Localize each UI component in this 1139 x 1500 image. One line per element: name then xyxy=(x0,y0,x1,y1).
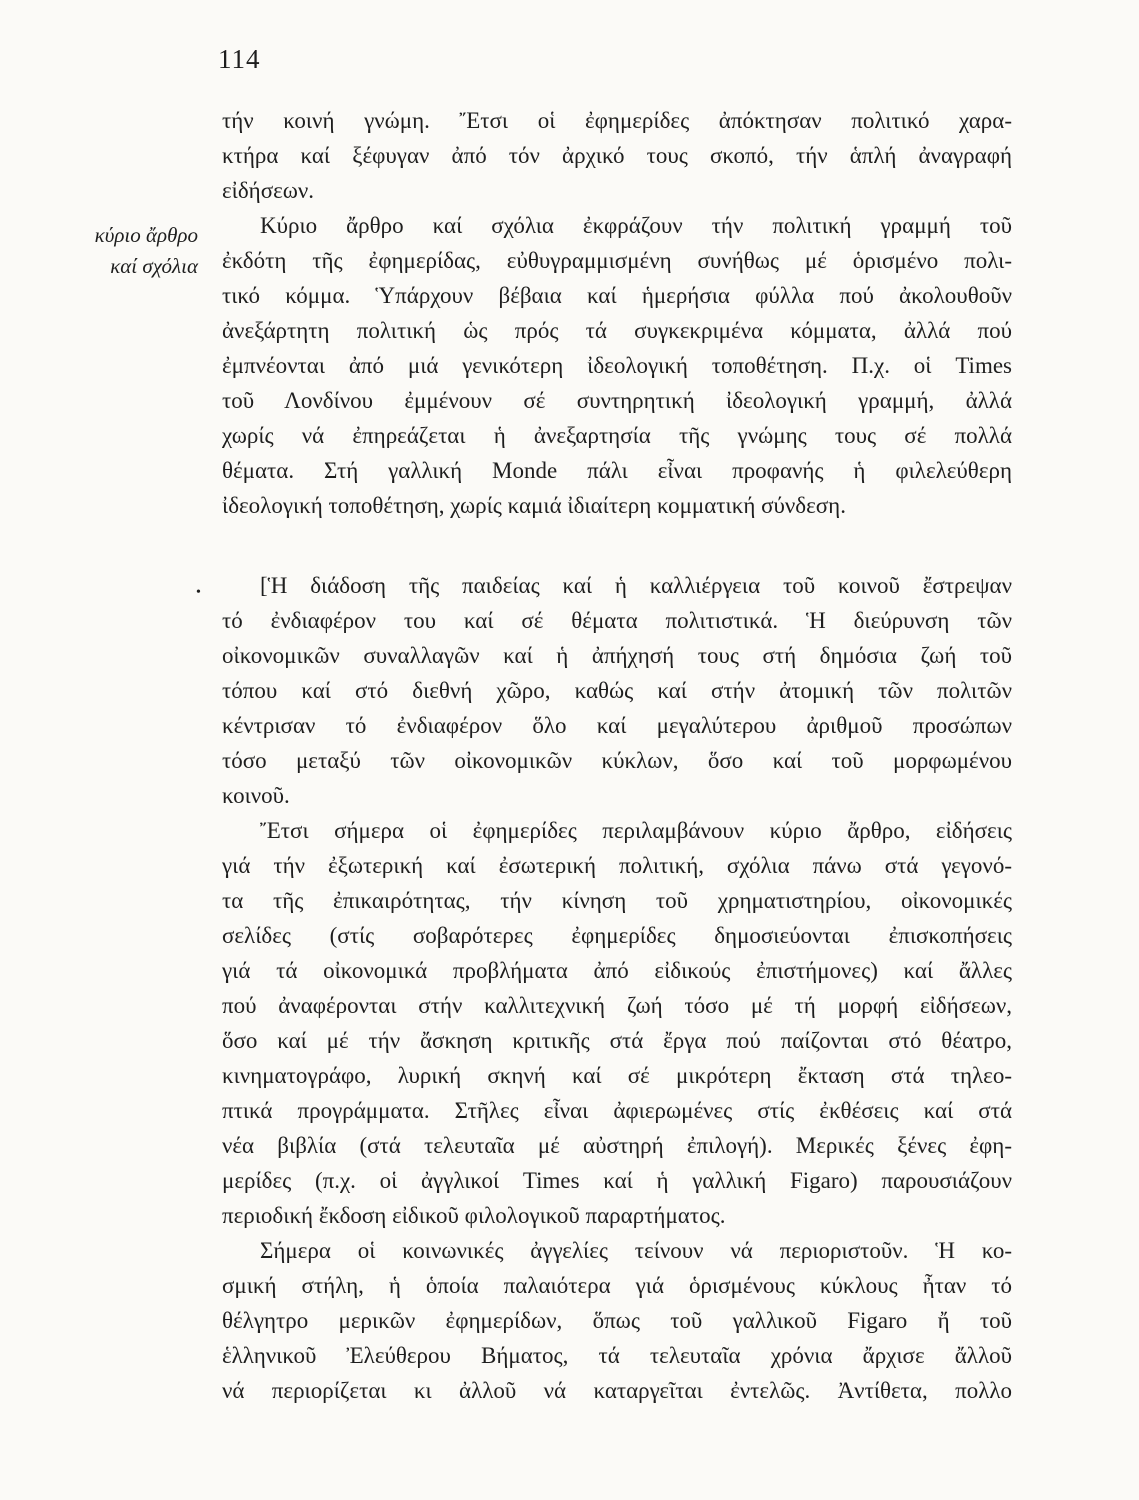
text-line: κτήρα καί ξέφυγαν ἀπό τόν ἀρχικό τους σκοπό, τήν ἁπλή ἀναγραφή xyxy=(222,143,1012,168)
text-line: μερίδες (π.χ. οἱ ἀγγλικοί Times καί ἡ γαλλική Figaro) παρουσιάζουν xyxy=(222,1168,1012,1193)
margin-note-line-2: καί σχόλια xyxy=(110,254,198,278)
text-line: οἰκονομικῶν συναλλαγῶν καί ἡ ἀπήχησή τους στή δημόσια ζωή τοῦ xyxy=(222,643,1012,668)
text-line: ἀνεξάρτητη πολιτική ὡς πρός τά συγκεκριμένα κόμματα, ἀλλά πού xyxy=(222,318,1012,343)
text-line: τα τῆς ἐπικαιρότητας, τήν κίνηση τοῦ χρηματιστηρίου, οἰκονομικές xyxy=(222,888,1012,913)
text-line: πτικά προγράμματα. Στῆλες εἶναι ἀφιερωμένες στίς ἐκθέσεις καί στά xyxy=(222,1098,1012,1123)
text-line: τό ἐνδιαφέρον του καί σέ θέματα πολιτιστικά. Ἡ διεύρυνση τῶν xyxy=(222,608,1012,633)
text-line: ἐκδότη τῆς ἐφημερίδας, εὐθυγραμμισμένη συνήθως μέ ὁρισμένο πολι- xyxy=(222,248,1012,273)
text-block-lower xyxy=(222,568,1012,1408)
text-line: κέντρισαν τό ἐνδιαφέρον ὅλο καί μεγαλύτερου ἀριθμοῦ προσώπων xyxy=(222,713,1012,738)
text-line: νέα βιβλία (στά τελευταῖα μέ αὐστηρή ἐπιλογή). Μερικές ξένες ἐφη- xyxy=(222,1133,1012,1158)
text-line: Κύριο ἄρθρο καί σχόλια ἐκφράζουν τήν πολιτική γραμμή τοῦ xyxy=(260,213,1012,238)
text-line: τόπου καί στό διεθνή χῶρο, καθώς καί στήν ἀτομική τῶν πολιτῶν xyxy=(222,678,1012,703)
text-line: κοινοῦ. xyxy=(222,783,290,808)
text-line: εἰδήσεων. xyxy=(222,178,315,203)
text-line: πού ἀναφέρονται στήν καλλιτεχνική ζωή τόσο μέ τή μορφή εἰδήσεων, xyxy=(222,993,1012,1018)
text-line: χωρίς νά ἐπηρεάζεται ἡ ἀνεξαρτησία τῆς γνώμης τους σέ πολλά xyxy=(222,423,1012,448)
text-line: [Ἡ διάδοση τῆς παιδείας καί ἡ καλλιέργεια τοῦ κοινοῦ ἔστρεψαν xyxy=(260,573,1012,598)
text-line: θέματα. Στή γαλλική Monde πάλι εἶναι προφανής ἡ φιλελεύθερη xyxy=(222,458,1012,483)
text-line: κινηματογράφο, λυρική σκηνή καί σέ μικρότερη ἔκταση στά τηλεο- xyxy=(222,1063,1012,1088)
text-line: τοῦ Λονδίνου ἐμμένουν σέ συντηρητική ἰδεολογική γραμμή, ἀλλά xyxy=(222,388,1012,413)
text-line: θέλγητρο μερικῶν ἐφημερίδων, ὅπως τοῦ γαλλικοῦ Figaro ἤ τοῦ xyxy=(222,1308,1012,1333)
text-line: τόσο μεταξύ τῶν οἰκονομικῶν κύκλων, ὅσο καί τοῦ μορφωμένου xyxy=(222,748,1012,773)
text-line: γιά τήν ἐξωτερική καί ἐσωτερική πολιτική, σχόλια πάνω στά γεγονό- xyxy=(222,853,1012,878)
text-line: ἑλληνικοῦ Ἐλεύθερου Βήματος, τά τελευταῖα χρόνια ἄρχισε ἄλλοῦ xyxy=(222,1343,1012,1368)
text-line: ὅσο καί μέ τήν ἄσκηση κριτικῆς στά ἔργα πού παίζονται στό θέατρο, xyxy=(222,1028,1012,1053)
text-line: περιοδική ἔκδοση εἰδικοῦ φιλολογικοῦ παραρτήματος. xyxy=(222,1203,726,1228)
text-line: Σήμερα οἱ κοινωνικές ἀγγελίες τείνουν νά περιοριστοῦν. Ἡ κο- xyxy=(260,1238,1012,1263)
text-line: ἐμπνέονται ἀπό μιά γενικότερη ἰδεολογική τοποθέτηση. Π.χ. οἱ Times xyxy=(222,353,1012,378)
text-line: γιά τά οἰκονομικά προβλήματα ἀπό εἰδικούς ἐπιστήμονες) καί ἄλλες xyxy=(222,958,1012,983)
page-number: 114 xyxy=(218,44,261,74)
text-block-upper xyxy=(222,103,1012,523)
text-line: Ἔτσι σήμερα οἱ ἐφημερίδες περιλαμβάνουν κύριο ἄρθρο, εἰδήσεις xyxy=(260,818,1012,843)
text-line: σμική στήλη, ἡ ὁποία παλαιότερα γιά ὁρισμένους κύκλους ἦταν τό xyxy=(222,1273,1012,1298)
text-line: νά περιορίζεται κι ἀλλοῦ νά καταργεῖται ἐντελῶς. Ἀντίθετα, πολλο xyxy=(222,1378,1012,1403)
text-line: ἰδεολογική τοποθέτηση, χωρίς καμιά ἰδιαίτερη κομματική σύνδεση. xyxy=(222,493,846,518)
paragraph-marker: • xyxy=(196,585,201,600)
margin-note xyxy=(48,220,198,282)
text-line: σελίδες (στίς σοβαρότερες ἐφημερίδες δημοσιεύονται ἐπισκοπήσεις xyxy=(222,923,1012,948)
margin-note-line-1: κύριο ἄρθρο xyxy=(94,223,198,247)
text-line: τικό κόμμα. Ὑπάρχουν βέβαια καί ἡμερήσια φύλλα πού ἀκολουθοῦν xyxy=(222,283,1012,308)
text-line: τήν κοινή γνώμη. Ἔτσι οἱ ἐφημερίδες ἀπόκτησαν πολιτικό χαρα- xyxy=(222,108,1012,133)
